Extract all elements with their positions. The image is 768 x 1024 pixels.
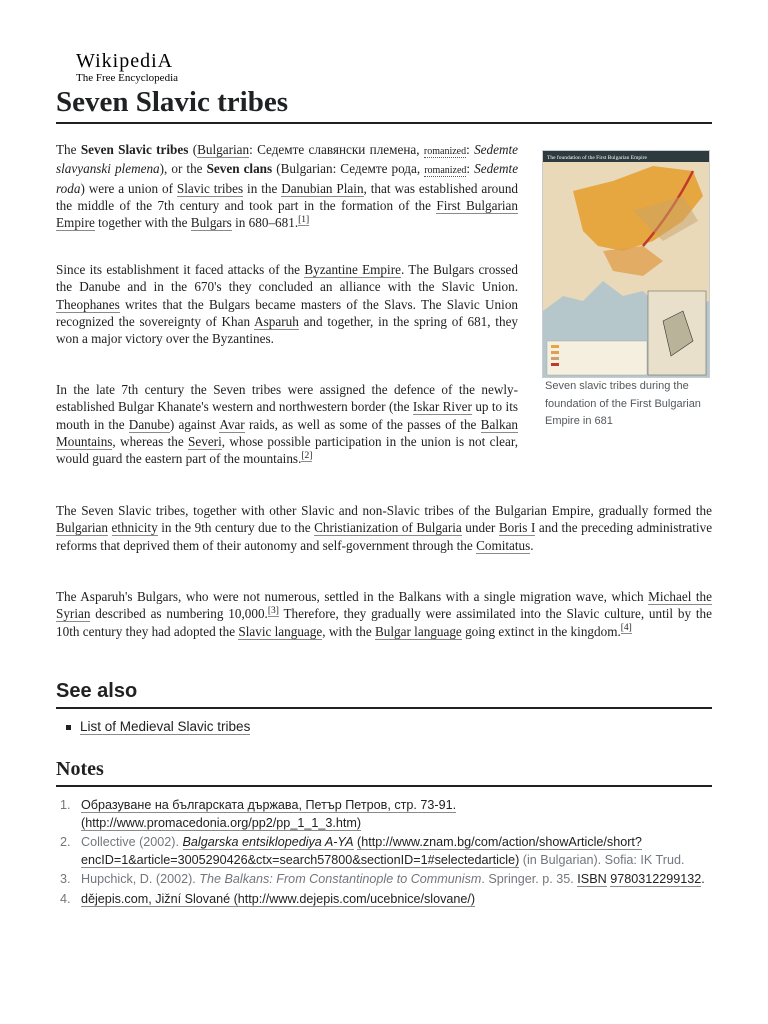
paragraph-defence: In the late 7th century the Seven tribes were assigned the defence of the newly-established Bulgar Khanate's western and northwestern border (the Iskar River up to its mouth in the Danube) against Avar raids, as well as some of the passes of the Balkan Mountains, whereas the Severi, whose possible participation in the union is not clear, would guard the eastern part of the mountains.[2] bbox=[56, 382, 519, 467]
link-danubian-plain[interactable]: Danubian Plain bbox=[281, 180, 364, 196]
note-number: 3. bbox=[60, 872, 71, 887]
bullet-icon bbox=[66, 725, 71, 730]
bold-term: Seven clans bbox=[206, 161, 273, 177]
link-danube[interactable]: Danube bbox=[128, 416, 170, 432]
link-asparuh[interactable]: Asparuh bbox=[254, 313, 299, 329]
link-christianization[interactable]: Christianization of Bulgaria bbox=[314, 520, 462, 536]
infobox-map bbox=[542, 147, 712, 445]
isbn-number-link[interactable]: 9780312299132 bbox=[610, 872, 702, 887]
link-theophanes[interactable]: Theophanes bbox=[56, 296, 120, 312]
paragraph-assimilation: The Asparuh's Bulgars, who were not numerous, settled in the Balkans with a single migration wave, which Michael the Syrian described as numbering 10,000.[3] Therefore, they gradually were assimilated into the Slavic culture, until by the 10th century they had adopted the Slavic language, with the Bulgar language going extinct in the kingdom.[4] bbox=[56, 589, 713, 639]
note-4-link[interactable]: dějepis.com, Jižní Slované (http://www.dejepis.com/ucebnice/slovane/) bbox=[81, 891, 476, 906]
ref-2[interactable]: [2] bbox=[301, 450, 313, 461]
note-item: 3. Hupchick, D. (2002). The Balkans: From Constantinople to Communism. Springer. p. 35. ISBN 9780312299132. bbox=[56, 871, 712, 889]
romanized-abbr: romanized bbox=[423, 146, 467, 157]
note-2-title-link[interactable]: Balgarska entsiklopediya A-YA bbox=[182, 835, 354, 850]
link-bulgars[interactable]: Bulgars bbox=[190, 215, 232, 231]
ref-3[interactable]: [3] bbox=[267, 605, 279, 616]
link-bulgarian[interactable]: Bulgarian bbox=[197, 142, 250, 157]
link-list-medieval-slavic-tribes[interactable]: List of Medieval Slavic tribes bbox=[80, 719, 251, 734]
paragraph-intro: The Seven Slavic tribes (Bulgarian: Седемте славянски племена, romanized: Sedemte slavyanski plemena), or the Seven clans (Bulgarian: Седемте рода, romanized: Sedemte roda) were a union of Slavic tribes in the Danubian Plain, that was established around the middle of the 7th century and took part in the formation of the First Bulgarian Empire together with the Bulgars in 680–681.[1] bbox=[56, 142, 519, 231]
romanized-abbr: romanized bbox=[424, 165, 467, 177]
isbn-link[interactable]: ISBN bbox=[577, 872, 607, 887]
link-iskar-river[interactable]: Iskar River bbox=[412, 399, 472, 415]
link-first-bulgarian-empire[interactable]: First Bulgarian Empire bbox=[56, 197, 519, 231]
note-2-url-link[interactable]: (http://www.znam.bg/com/action/showArticle/short?encID=1&article=3005290426&ctx=search57800&sectionID=1#selectedarticle) bbox=[81, 835, 642, 867]
wikipedia-logo[interactable] bbox=[76, 50, 178, 84]
note-item bbox=[56, 891, 712, 909]
link-balkan-mountains[interactable]: Balkan Mountains bbox=[56, 416, 519, 449]
ref-4[interactable]: [4] bbox=[620, 623, 632, 634]
note-item: 2. Collective (2002). Balgarska entsiklopediya A-YA (http://www.znam.bg/com/action/showArticle/short?encID=1&article=3005290426&ctx=search57800&sectionID=1#selectedarticle) (in Bulgarian). Sofia: IK Trud. bbox=[60, 835, 685, 867]
link-boris-i[interactable]: Boris I bbox=[498, 520, 536, 536]
note-1-link[interactable]: Образуване на българската държава, Петър Петров, стр. 73-91. (http://www.promacedonia.org/pp2/pp_1_1_3.htm) bbox=[81, 798, 457, 830]
paragraph-ethnicity: The Seven Slavic tribes, together with other Slavic and non-Slavic tribes of the Bulgarian Empire, gradually formed the Bulgarian ethnicity in the 9th century due to the Christianization of Bulgaria under Boris I and the preceding administrative reforms that deprived them of their autonomy and self-government through the Comitatus. bbox=[56, 503, 713, 553]
paragraph-history: Since its establishment it faced attacks of the Byzantine Empire. The Bulgars crossed the Danube and in the 670's they concluded an alliance with the Slavic Union. Theophanes writes that the Bulgars became masters of the Slavs. The Slavic Union recognized the sovereignty of Khan Asparuh and together, in the spring of 681, they won a major victory over the Byzantines. bbox=[56, 262, 519, 347]
logo-tagline: The Free Encyclopedia bbox=[76, 72, 179, 84]
note-item bbox=[56, 797, 712, 832]
note-number: 4. bbox=[60, 891, 71, 906]
link-comitatus[interactable]: Comitatus bbox=[476, 537, 531, 553]
notes-list bbox=[56, 797, 712, 911]
note-number: 2. bbox=[60, 835, 71, 850]
link-byzantine-empire[interactable]: Byzantine Empire bbox=[304, 262, 401, 277]
link-slavic-language[interactable]: Slavic language bbox=[238, 623, 323, 639]
link-bulgar-language[interactable]: Bulgar language bbox=[374, 623, 462, 639]
ref-1[interactable]: [1] bbox=[298, 214, 310, 225]
see-also-heading: See also bbox=[56, 680, 712, 709]
note-number: 1. bbox=[60, 798, 71, 812]
bold-term: Seven Slavic tribes bbox=[80, 142, 189, 157]
link-ethnicity[interactable]: ethnicity bbox=[111, 520, 158, 536]
link-michael-the-syrian[interactable]: Michael the Syrian bbox=[56, 589, 713, 622]
list-item bbox=[66, 718, 250, 736]
map-image[interactable] bbox=[542, 150, 710, 378]
logo-wordmark: WikipediA bbox=[76, 50, 174, 72]
link-severi[interactable]: Severi bbox=[188, 433, 222, 449]
link-bulgarian-people[interactable]: Bulgarian bbox=[56, 520, 109, 536]
notes-heading: Notes bbox=[56, 758, 712, 787]
see-also-list bbox=[66, 718, 250, 736]
link-slavic-tribes[interactable]: Slavic tribes bbox=[176, 180, 244, 196]
map-title: The foundation of the First Bulgarian Empire bbox=[547, 155, 647, 161]
page-title: Seven Slavic tribes bbox=[56, 84, 712, 124]
map-caption: Seven slavic tribes during the foundation of the First Bulgarian Empire in 681 bbox=[545, 380, 701, 427]
link-avar[interactable]: Avar bbox=[219, 416, 245, 432]
